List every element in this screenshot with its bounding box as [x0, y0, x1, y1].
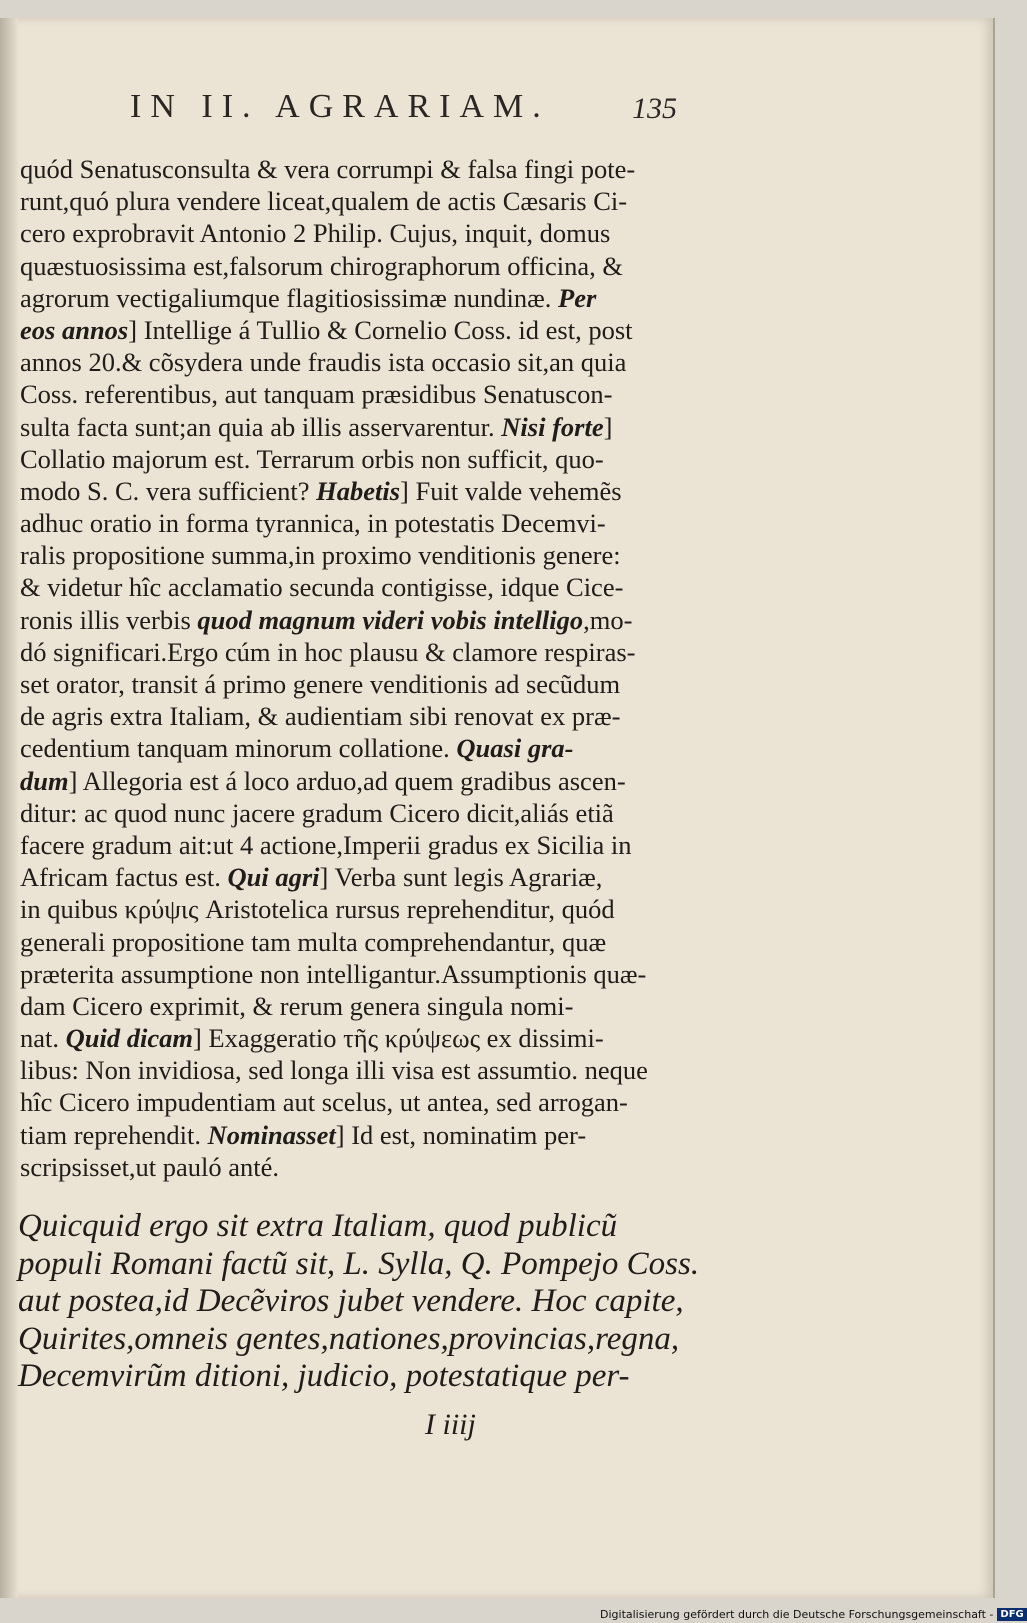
commentary-text: adhuc oratio in forma tyrannica, in potestatis Decemvi-	[20, 508, 606, 539]
commentary-line	[20, 153, 680, 185]
commentary-line	[20, 926, 680, 958]
commentary-line	[20, 990, 680, 1022]
commentary-line	[20, 443, 680, 475]
commentary-line	[20, 765, 680, 797]
page-number: 135	[632, 92, 677, 125]
commentary-text: scripsisset,ut pauló anté.	[20, 1151, 280, 1182]
commentary-line	[20, 1022, 680, 1054]
commentary-text: ditur: ac quod nunc jacere gradum Cicero dicit,aliás etiã	[20, 797, 614, 828]
commentary-block	[20, 153, 680, 1183]
commentary-text: set orator, transit á primo genere venditionis ad secũdum	[20, 669, 621, 699]
signature-mark: I iiij	[425, 1408, 476, 1441]
commentary-line	[20, 829, 680, 861]
lemma-reference: quod magnum videri vobis intelligo	[197, 604, 584, 635]
commentary-text: ] Id est, nominatim per-	[335, 1119, 587, 1150]
commentary-line	[20, 958, 680, 990]
commentary-text: dó significari.Ergo cúm in hoc plausu & clamore respiras-	[20, 636, 636, 667]
commentary-line	[20, 282, 680, 314]
oration-line: Decemvirũm ditioni, judicio, potestatique per-	[18, 1358, 630, 1394]
commentary-text: cedentium tanquam minorum collatione.	[20, 733, 457, 764]
book-page	[0, 18, 995, 1598]
commentary-line	[20, 571, 680, 603]
commentary-text: runt,quó plura vendere liceat,qualem de actis Cæsaris Ci-	[20, 186, 628, 217]
running-header: IN II. AGRARIAM.	[130, 88, 550, 125]
commentary-text: facere gradum ait:ut 4 actione,Imperii gradus ex Sicilia in	[20, 829, 632, 860]
oration-line: Quicquid ergo sit extra Italiam, quod publicũ	[18, 1208, 618, 1244]
oration-text-block	[18, 1208, 698, 1396]
commentary-line	[20, 1151, 680, 1183]
commentary-text: agrorum vectigaliumque flagitiosissimæ nundinæ.	[20, 282, 559, 313]
commentary-text: quód Senatusconsulta & vera corrumpi & falsa fingi pote-	[20, 154, 636, 184]
lemma-reference: Habetis	[316, 475, 401, 506]
commentary-text: annos 20.& cõsydera unde fraudis ista occasio sit,an quia	[20, 347, 627, 378]
commentary-line	[20, 668, 680, 700]
commentary-text: modo S. C. vera sufficient?	[20, 475, 317, 506]
commentary-text: ] Intellige á Tullio & Cornelio Coss. id est, post	[128, 314, 633, 345]
commentary-line	[20, 861, 680, 893]
lemma-reference: Quasi gra-	[456, 733, 574, 764]
lemma-reference: Nominasset	[207, 1119, 336, 1150]
commentary-text: generali propositione tam multa comprehendantur, quæ	[20, 926, 607, 957]
commentary-line	[20, 1054, 680, 1086]
commentary-text: ronis illis verbis	[20, 604, 198, 635]
commentary-line	[20, 185, 680, 217]
commentary-text: in quibus κρύψις Aristotelica rursus reprehenditur, quód	[20, 894, 615, 925]
commentary-line	[20, 217, 680, 249]
footer-notice: Digitalisierung gefördert durch die Deutsche Forschungsgemeinschaft -	[600, 1608, 994, 1621]
oration-line: Quirites,omneis gentes,nationes,provincias,regna,	[18, 1320, 680, 1357]
commentary-text: ] Exaggeratio τῆς κρύψεως ex dissimi-	[192, 1023, 604, 1054]
commentary-line	[20, 732, 680, 764]
commentary-line	[20, 1119, 680, 1151]
commentary-text: Collatio majorum est. Terrarum orbis non sufficit, quo-	[20, 443, 604, 474]
commentary-text: ]	[603, 411, 613, 442]
commentary-text: de agris extra Italiam, & audientiam sibi renovat ex præ-	[20, 701, 621, 732]
commentary-line	[20, 507, 680, 539]
commentary-text: libus: Non invidiosa, sed longa illi visa est assumtio. neque	[20, 1055, 648, 1086]
commentary-line	[20, 378, 680, 410]
oration-line: aut postea,id Decẽviros jubet vendere. Hoc capite,	[18, 1283, 684, 1319]
commentary-line	[20, 475, 680, 507]
commentary-line	[20, 314, 680, 346]
commentary-text: ,mo-	[583, 604, 633, 635]
commentary-line	[20, 893, 680, 925]
oration-line: populi Romani factũ sit, L. Sylla, Q. Pompejo Coss.	[18, 1245, 700, 1282]
commentary-line	[20, 700, 680, 732]
commentary-line	[20, 411, 680, 443]
commentary-text: cero exprobravit Antonio 2 Philip. Cujus, inquit, domus	[20, 218, 611, 249]
lemma-reference: Nisi forte	[501, 411, 604, 442]
page-gutter-shadow	[0, 18, 18, 1598]
lemma-reference: dum	[20, 765, 69, 796]
commentary-line	[20, 797, 680, 829]
lemma-reference: Quid dicam	[65, 1023, 193, 1054]
commentary-text: præterita assumptione non intelligantur.Assumptionis quæ-	[20, 958, 647, 989]
lemma-reference: Per	[558, 282, 597, 313]
lemma-reference: eos annos	[20, 314, 129, 345]
commentary-text: ] Allegoria est á loco arduo,ad quem gradibus ascen-	[68, 765, 626, 796]
commentary-text: ] Verba sunt legis Agrariæ,	[319, 862, 603, 893]
commentary-line	[20, 604, 680, 636]
commentary-text: Africam factus est.	[20, 862, 228, 893]
commentary-text: hîc Cicero impudentiam aut scelus, ut antea, sed arrogan-	[20, 1087, 628, 1118]
commentary-text: tiam reprehendit.	[20, 1119, 208, 1150]
dfg-logo: DFG	[997, 1608, 1026, 1621]
commentary-line	[20, 346, 680, 378]
commentary-text: ralis propositione summa,in proximo venditionis genere:	[20, 540, 621, 571]
digitization-footer	[600, 1606, 1027, 1623]
commentary-text: & videtur hîc acclamatio secunda contigisse, idque Cice-	[20, 572, 624, 603]
commentary-text: ] Fuit valde vehemẽs	[400, 475, 622, 506]
commentary-text: sulta facta sunt;an quia ab illis asservarentur.	[20, 411, 502, 442]
commentary-line	[20, 1086, 680, 1118]
commentary-text: dam Cicero exprimit, & rerum genera singula nomi-	[20, 990, 574, 1021]
commentary-text: nat.	[20, 1023, 66, 1054]
lemma-reference: Qui agri	[227, 862, 320, 893]
commentary-line	[20, 539, 680, 571]
commentary-text: Coss. referentibus, aut tanquam præsidibus Senatuscon-	[20, 379, 613, 410]
commentary-line	[20, 250, 680, 282]
commentary-text: quæstuosissima est,falsorum chirographorum officina, &	[20, 250, 624, 281]
commentary-line	[20, 636, 680, 668]
